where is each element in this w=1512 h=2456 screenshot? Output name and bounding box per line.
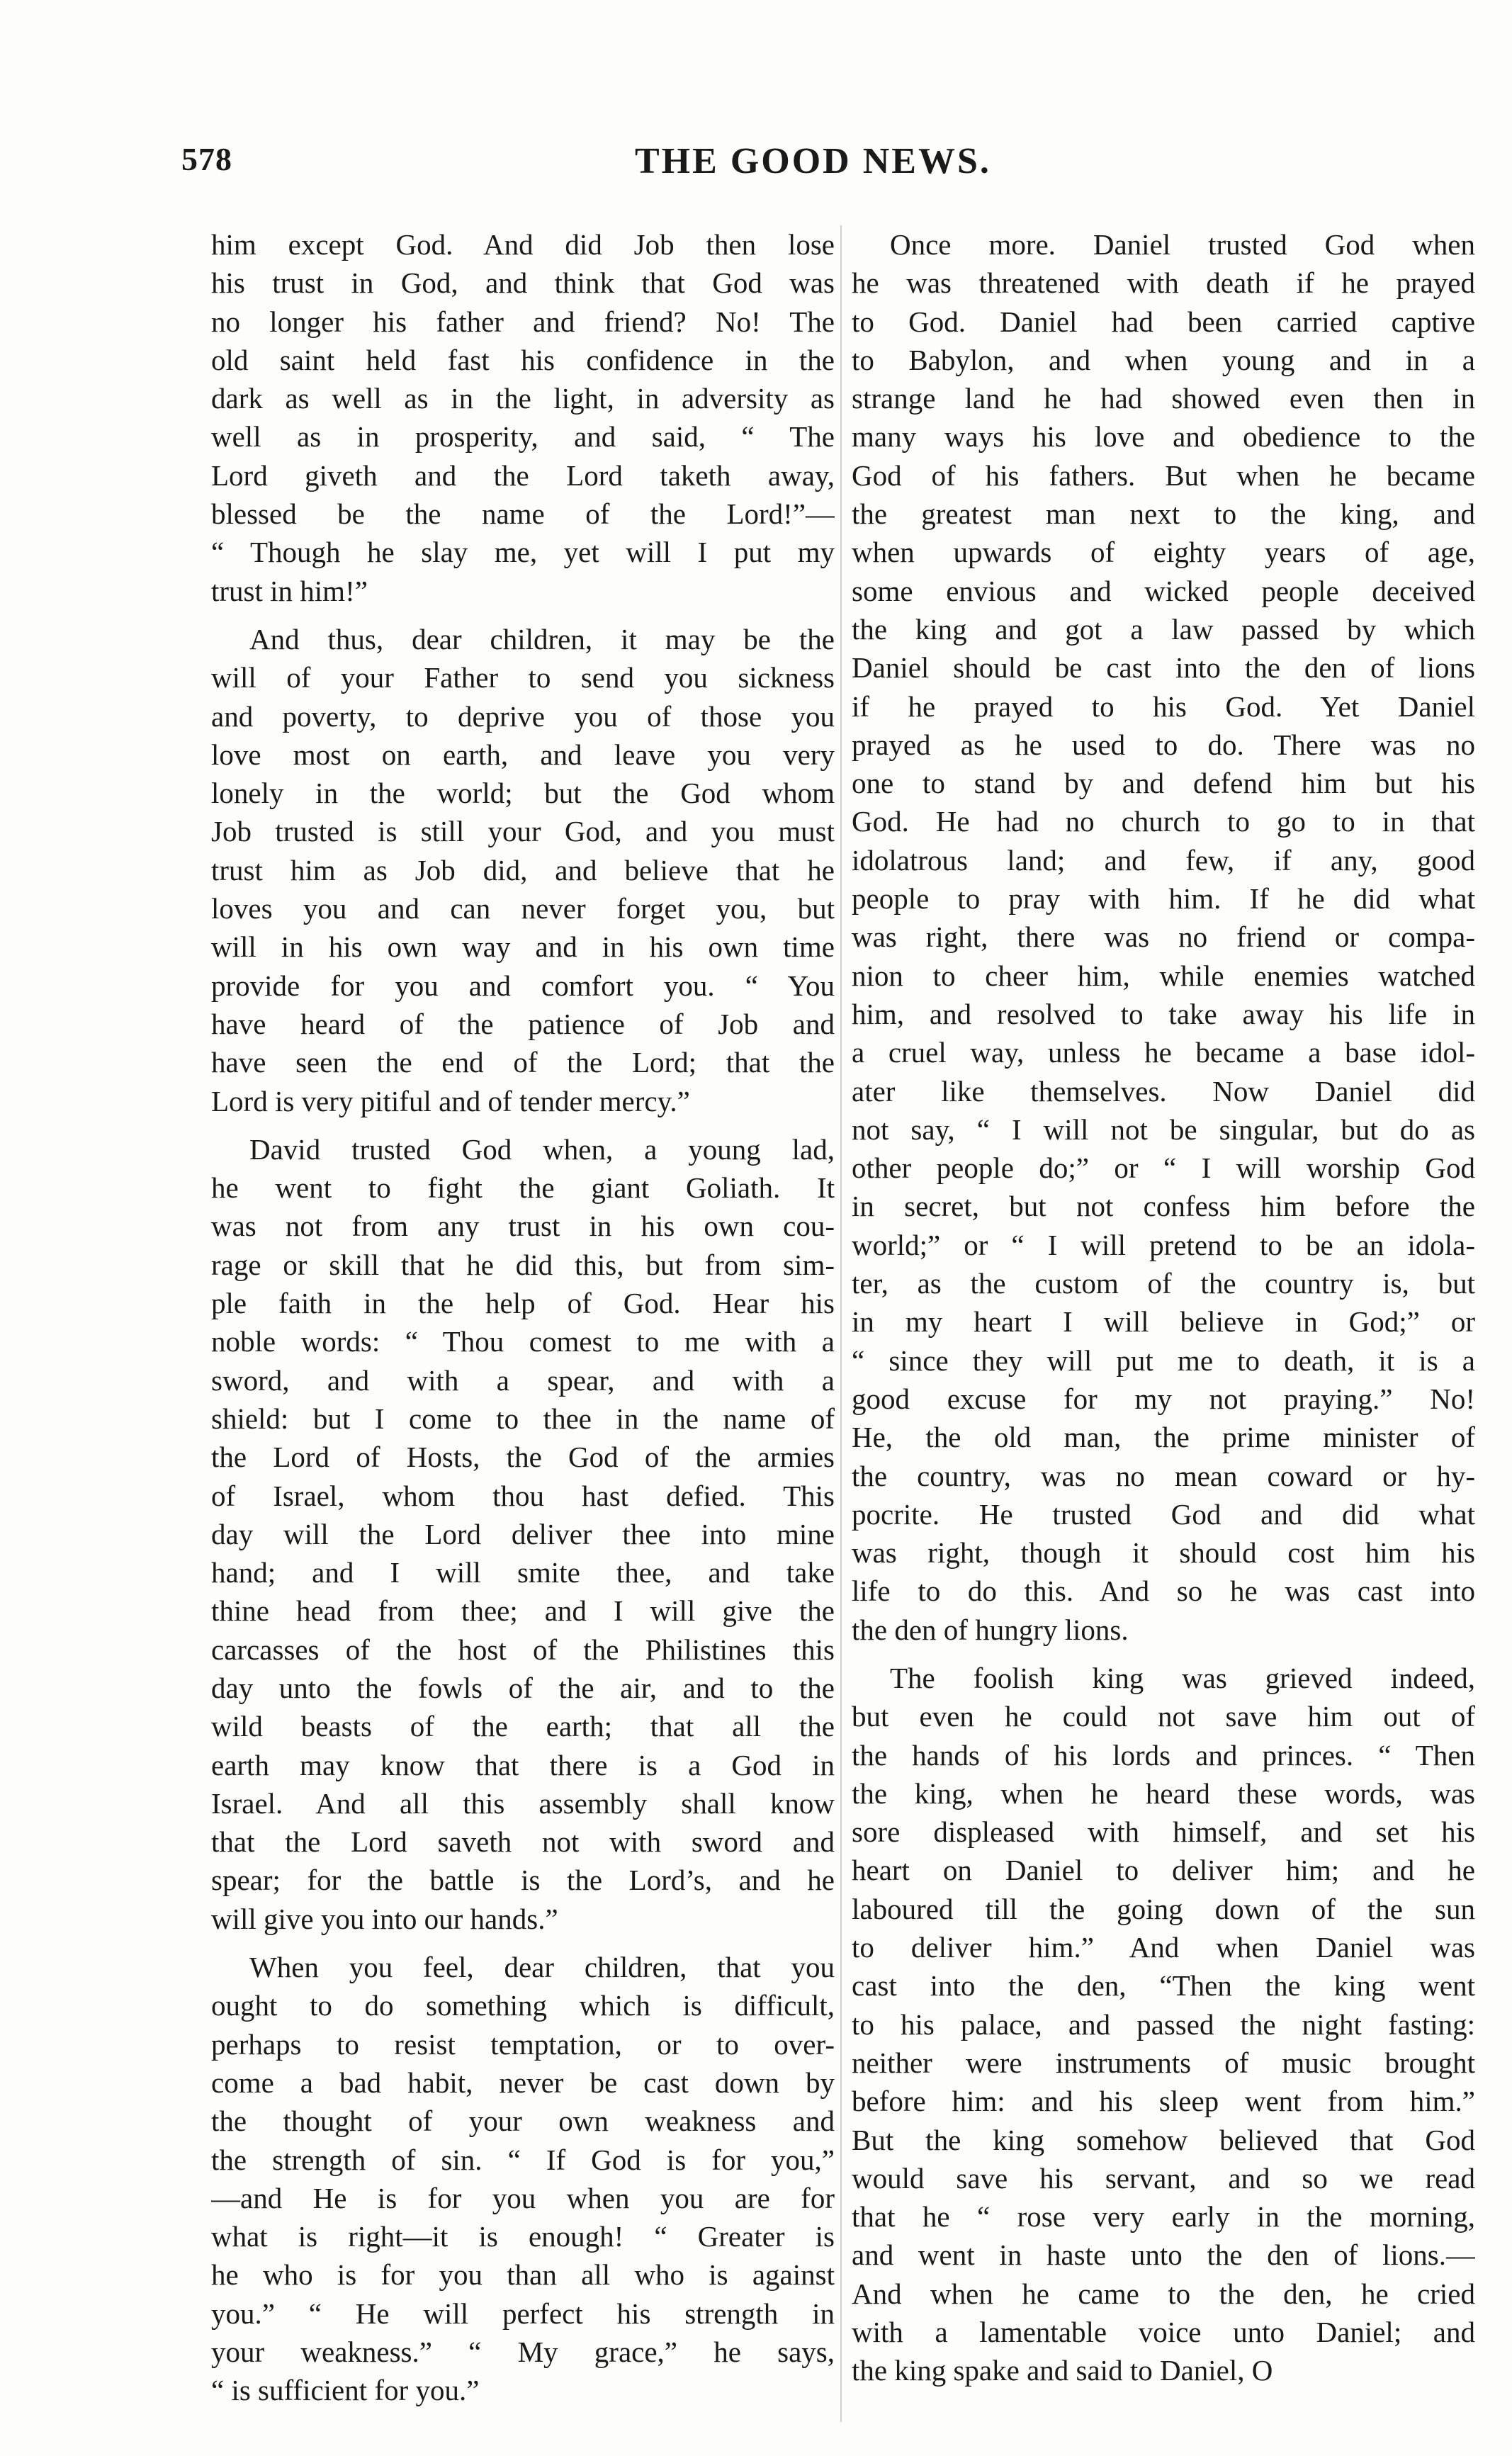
text-line: a cruel way, unless he became a base idol-: [852, 1036, 1475, 1069]
text-line: the king, when he heard these words, was: [852, 1776, 1475, 1810]
text-line: the thought of your own weakness and: [211, 2105, 835, 2138]
text-line: what is right—it is enough! “ Greater is: [211, 2220, 835, 2253]
text-line: but even he could not save him out of: [852, 1700, 1475, 1733]
text-line: would save his servant, and so we read: [852, 2161, 1475, 2195]
text-line: When you feel, dear children, that you: [249, 1951, 835, 1984]
left-column: [211, 225, 835, 2420]
text-line: to God. Daniel had been carried captive: [852, 305, 1475, 338]
text-line: that he “ rose very early in the morning,: [852, 2200, 1475, 2234]
text-line: laboured till the going down of the sun: [852, 1892, 1475, 1925]
text-line: to Babylon, and when young and in a: [852, 343, 1475, 376]
text-line: The foolish king was grieved indeed,: [890, 1661, 1475, 1694]
text-line: “ is sufficient for you.”: [211, 2374, 480, 2407]
text-line: hand; and I will smite thee, and take: [211, 1556, 835, 1589]
text-line: ple faith in the help of God. Hear his: [211, 1287, 835, 1320]
text-line: neither were instruments of music brought: [852, 2046, 1475, 2079]
text-line: the den of hungry lions.: [852, 1613, 1129, 1646]
text-line: one to stand by and defend him but his: [852, 767, 1475, 800]
journal-title: THE GOOD NEWS.: [635, 141, 991, 181]
text-line: Once more. Daniel trusted God when: [890, 228, 1475, 261]
text-line: will in his own way and in his own time: [211, 930, 835, 964]
text-line: was not from any trust in his own cou-: [211, 1210, 835, 1243]
text-line: old saint held fast his confidence in the: [211, 343, 835, 376]
column-divider: [840, 225, 842, 2422]
right-paragraph: [852, 1659, 1475, 2390]
left-paragraph: [211, 225, 835, 610]
text-line: —and He is for you when you are for: [211, 2181, 835, 2214]
text-line: no longer his father and friend? No! The: [211, 305, 835, 338]
text-line: David trusted God when, a young lad,: [249, 1132, 835, 1166]
text-line: will give you into our hands.”: [211, 1902, 558, 1935]
text-line: day unto the fowls of the air, and to the: [211, 1671, 835, 1704]
text-line: ter, as the custom of the country is, but: [852, 1267, 1475, 1300]
text-line: and went in haste unto the den of lions.—: [852, 2238, 1475, 2272]
text-line: the hands of his lords and princes. “ Then: [852, 1738, 1475, 1771]
text-line: loves you and can never forget you, but: [211, 892, 835, 925]
text-line: your weakness.” “ My grace,” he says,: [211, 2336, 835, 2369]
text-line: strange land he had showed even then in: [852, 382, 1475, 415]
text-line: some envious and wicked people deceived: [852, 574, 1475, 607]
text-line: have seen the end of the Lord; that the: [211, 1046, 835, 1079]
text-line: the greatest man next to the king, and: [852, 497, 1475, 531]
text-line: in my heart I will believe in God;” or: [852, 1305, 1475, 1339]
text-line: prayed as he used to do. There was no: [852, 728, 1475, 761]
text-line: he went to fight the giant Goliath. It: [211, 1171, 835, 1205]
text-line: spear; for the battle is the Lord’s, and he: [211, 1864, 835, 1897]
text-line: rage or skill that he did this, but from sim-: [211, 1248, 835, 1281]
text-line: And thus, dear children, it may be the: [249, 622, 835, 655]
text-line: earth may know that there is a God in: [211, 1748, 835, 1781]
text-line: of Israel, whom thou hast defied. This: [211, 1479, 835, 1512]
text-line: idolatrous land; and few, if any, good: [852, 843, 1475, 877]
text-line: he was threatened with death if he prayed: [852, 266, 1475, 300]
text-line: before him: and his sleep went from him.”: [852, 2085, 1475, 2118]
text-line: have heard of the patience of Job and: [211, 1007, 835, 1040]
text-line: come a bad habit, never be cast down by: [211, 2066, 835, 2099]
text-line: God. He had no church to go to in that: [852, 805, 1475, 838]
text-line: was right, though it should cost him his: [852, 1536, 1475, 1570]
text-line: sore displeased with himself, and set his: [852, 1815, 1475, 1849]
text-line: life to do this. And so he was cast into: [852, 1575, 1475, 1608]
text-line: the king and got a law passed by which: [852, 612, 1475, 646]
text-line: with a lamentable voice unto Daniel; and: [852, 2316, 1475, 2349]
text-line: dark as well as in the light, in adversity as: [211, 382, 835, 415]
text-line: will of your Father to send you sickness: [211, 661, 835, 694]
text-line: the strength of sin. “ If God is for you,”: [211, 2143, 835, 2176]
text-line: Lord is very pitiful and of tender mercy.”: [211, 1084, 690, 1117]
left-paragraph: [211, 1948, 835, 2410]
text-line: well as in prosperity, and said, “ The: [211, 420, 835, 454]
text-line: you.” “ He will perfect his strength in: [211, 2297, 835, 2330]
text-line: people to pray with him. If he did what: [852, 882, 1475, 916]
left-paragraph: [211, 1130, 835, 1938]
text-line: blessed be the name of the Lord!”—: [211, 497, 835, 531]
text-line: ought to do something which is difficult,: [211, 1989, 835, 2022]
text-line: lonely in the world; but the God whom: [211, 777, 835, 810]
text-line: not say, “ I will not be singular, but do as: [852, 1112, 1475, 1146]
text-line: pocrite. He trusted God and did what: [852, 1497, 1475, 1531]
text-line: wild beasts of the earth; that all the: [211, 1710, 835, 1743]
text-line: sword, and with a spear, and with a: [211, 1363, 835, 1397]
text-line: ater like themselves. Now Daniel did: [852, 1074, 1475, 1108]
text-line: Job trusted is still your God, and you must: [211, 815, 835, 848]
text-line: noble words: “ Thou comest to me with a: [211, 1325, 835, 1358]
text-line: Daniel should be cast into the den of lions: [852, 651, 1475, 685]
text-line: if he prayed to his God. Yet Daniel: [852, 689, 1475, 723]
text-line: thine head from thee; and I will give the: [211, 1594, 835, 1628]
text-line: “ Though he slay me, yet will I put my: [211, 536, 835, 569]
text-line: and poverty, to deprive you of those you: [211, 699, 835, 733]
text-line: good excuse for my not praying.” No!: [852, 1382, 1475, 1415]
left-paragraph: [211, 620, 835, 1120]
running-head: [181, 140, 1017, 186]
text-line: him except God. And did Job then lose: [211, 228, 835, 261]
text-line: God of his fathers. But when he became: [852, 458, 1475, 492]
text-line: He, the old man, the prime minister of: [852, 1421, 1475, 1454]
text-line: nion to cheer him, while enemies watched: [852, 959, 1475, 992]
text-line: “ since they will put me to death, it is a: [852, 1344, 1475, 1377]
text-line: carcasses of the host of the Philistines this: [211, 1633, 835, 1666]
text-line: to deliver him.” And when Daniel was: [852, 1931, 1475, 1964]
text-line: shield: but I come to thee in the name of: [211, 1402, 835, 1435]
text-line: was right, there was no friend or compa-: [852, 920, 1475, 954]
text-line: him, and resolved to take away his life in: [852, 997, 1475, 1030]
text-line: provide for you and comfort you. “ You: [211, 969, 835, 1002]
text-line: trust in him!”: [211, 574, 368, 607]
text-line: he who is for you than all who is against: [211, 2258, 835, 2292]
text-line: the king spake and said to Daniel, O: [852, 2354, 1273, 2387]
text-line: world;” or “ I will pretend to be an idola-: [852, 1228, 1475, 1261]
text-line: that the Lord saveth not with sword and: [211, 1825, 835, 1859]
right-paragraph: [852, 225, 1475, 1649]
page-number: 578: [181, 141, 232, 177]
text-line: But the king somehow believed that God: [852, 2123, 1475, 2156]
text-line: the Lord of Hosts, the God of the armies: [211, 1441, 835, 1474]
text-line: perhaps to resist temptation, or to over-: [211, 2027, 835, 2061]
text-line: his trust in God, and think that God was: [211, 266, 835, 300]
text-line: when upwards of eighty years of age,: [852, 536, 1475, 569]
text-line: trust him as Job did, and believe that he: [211, 853, 835, 886]
text-line: day will the Lord deliver thee into mine: [211, 1517, 835, 1550]
text-line: other people do;” or “ I will worship God: [852, 1151, 1475, 1185]
text-line: Lord giveth and the Lord taketh away,: [211, 458, 835, 492]
text-line: cast into the den, “Then the king went: [852, 1969, 1475, 2002]
text-line: love most on earth, and leave you very: [211, 738, 835, 771]
text-line: many ways his love and obedience to the: [852, 420, 1475, 454]
text-line: heart on Daniel to deliver him; and he: [852, 1854, 1475, 1887]
text-line: the country, was no mean coward or hy-: [852, 1459, 1475, 1492]
text-line: in secret, but not confess him before the: [852, 1190, 1475, 1223]
text-line: to his palace, and passed the night fasting:: [852, 2007, 1475, 2041]
text-line: And when he came to the den, he cried: [852, 2277, 1475, 2310]
right-column: [852, 225, 1475, 2400]
text-line: Israel. And all this assembly shall know: [211, 1786, 835, 1820]
